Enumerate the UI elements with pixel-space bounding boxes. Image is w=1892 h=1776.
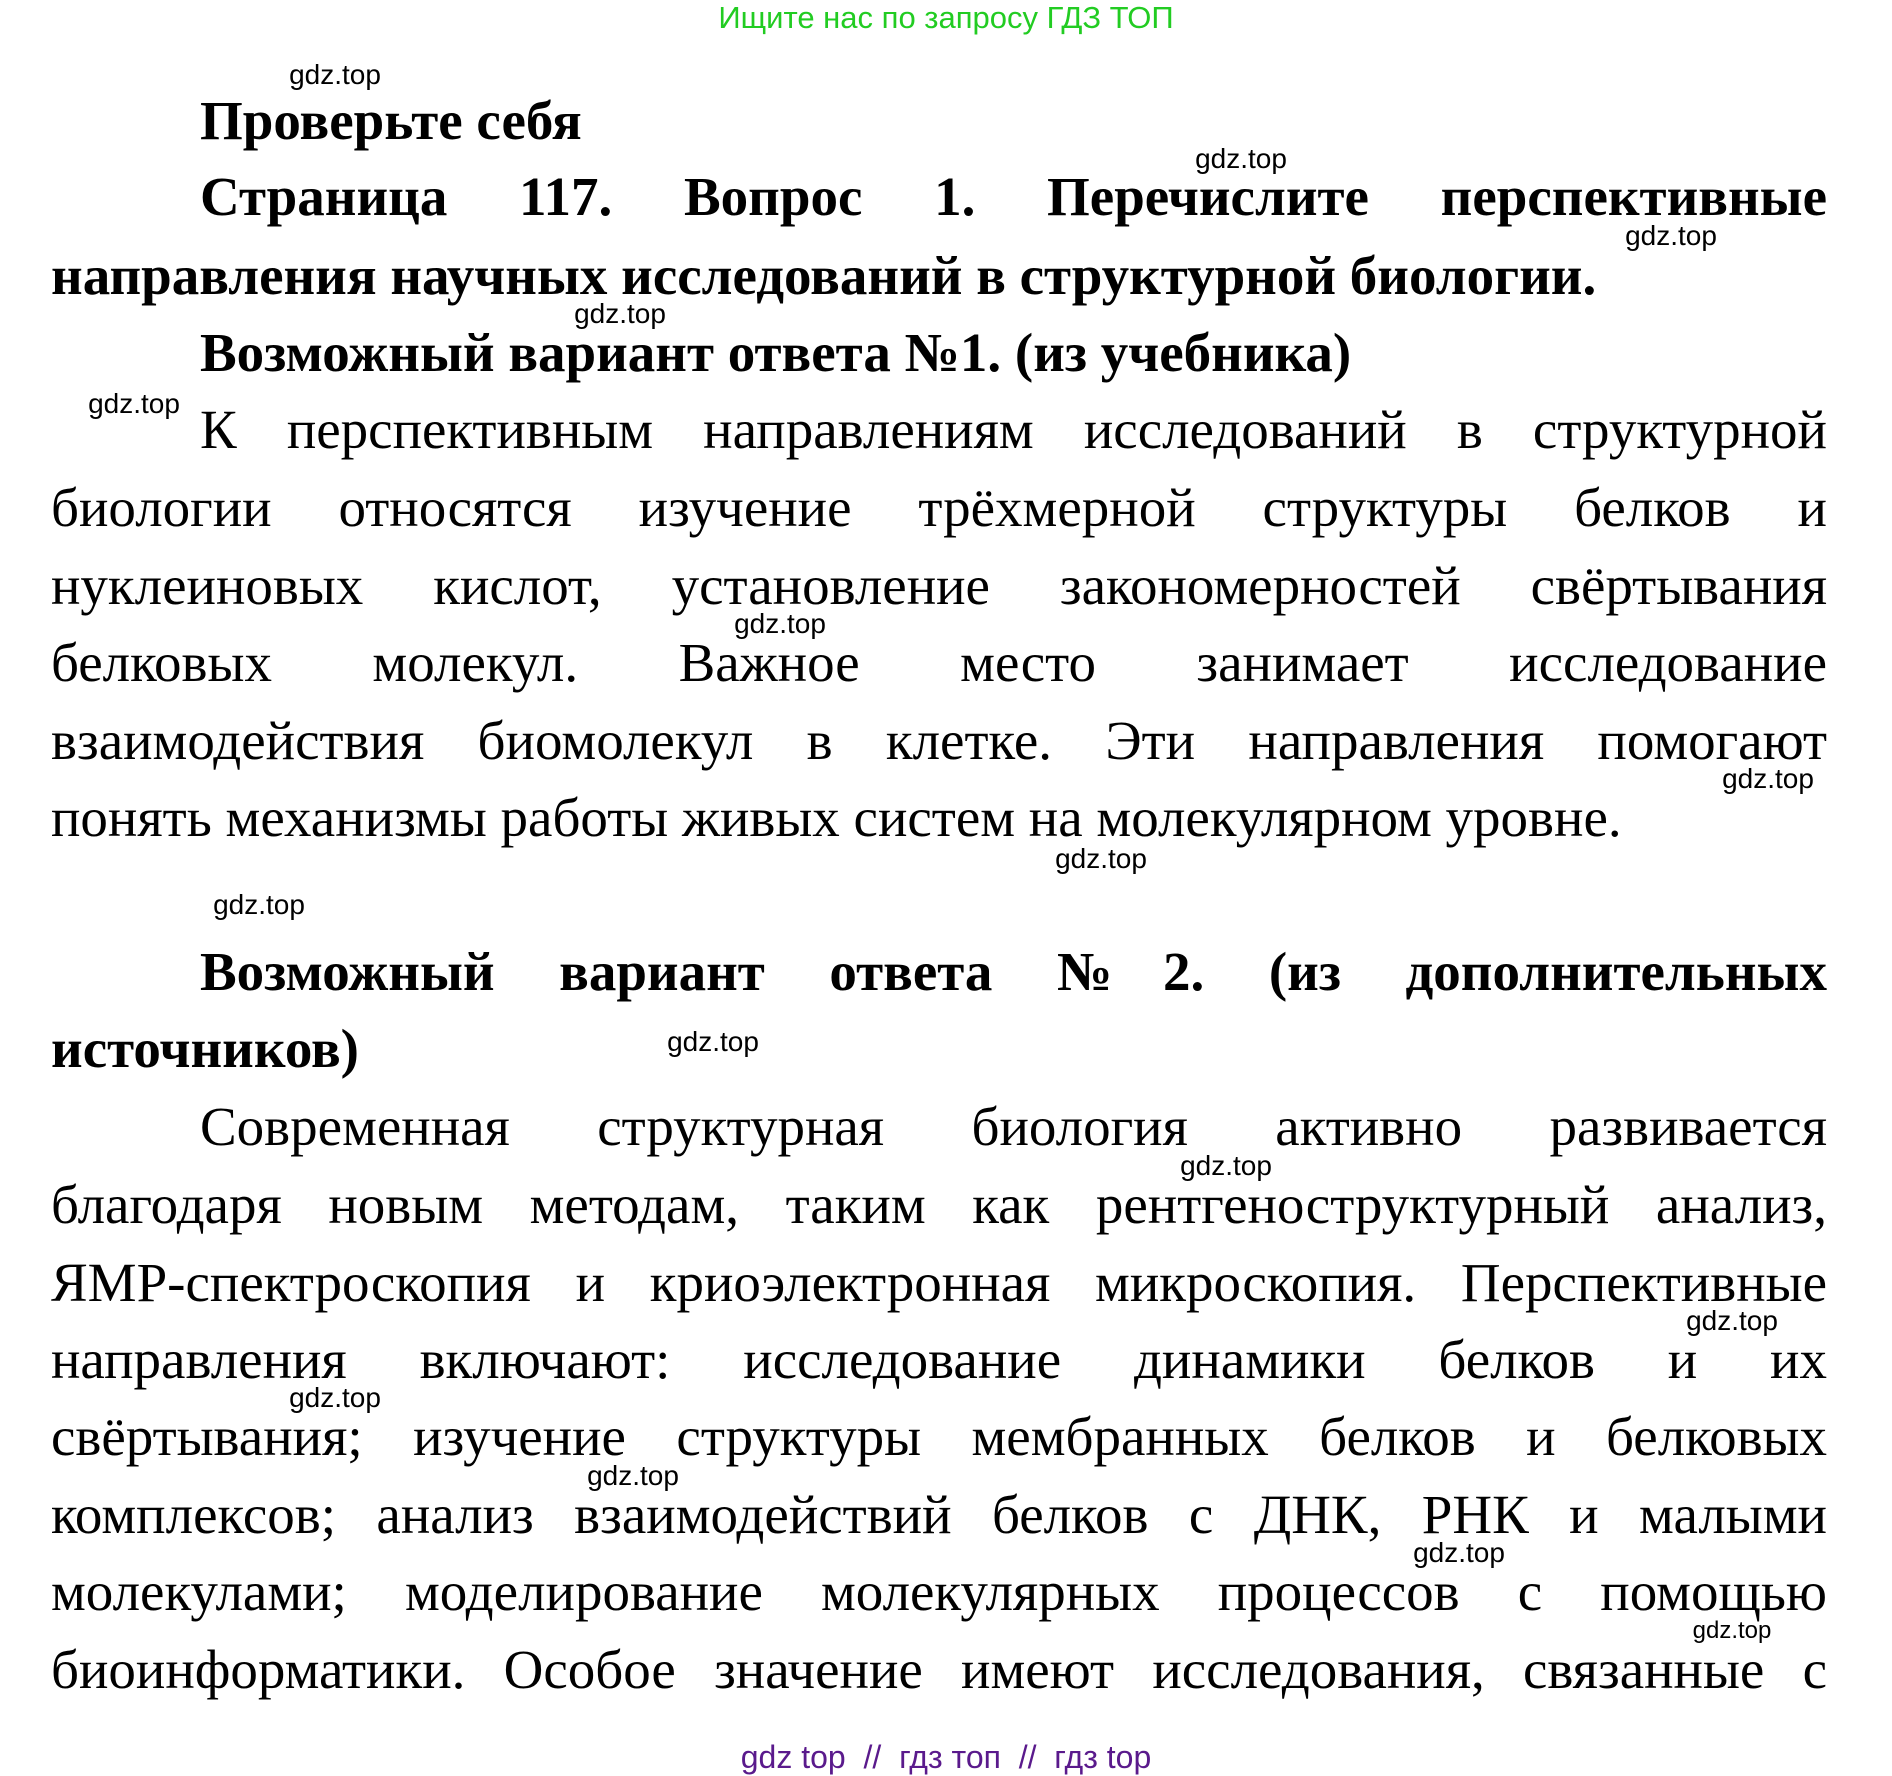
answer2-line: ЯМР-спектроскопия и криоэлектронная микроскопия. Перспективные xyxy=(51,1252,1827,1313)
answer2-heading-2: источников) xyxy=(51,1018,359,1079)
watermark: gdz.top xyxy=(1055,843,1147,874)
footer-links: gdz top // гдз топ // гдз top xyxy=(740,1739,1152,1775)
answer1-line: белковых молекул. Важное место занимает исследование xyxy=(51,632,1827,693)
watermark: gdz.top xyxy=(1686,1305,1778,1336)
watermark: gdz.top xyxy=(88,388,180,419)
watermark: gdz.top xyxy=(1625,220,1717,251)
watermark: gdz.top xyxy=(1692,1617,1772,1644)
answer2-line: молекулами; моделирование молекулярных процессов с помощью xyxy=(51,1561,1827,1622)
watermark: gdz.top xyxy=(734,608,826,639)
section-title: Проверьте себя xyxy=(200,90,582,151)
watermark: gdz.top xyxy=(213,889,305,920)
watermark: gdz.top xyxy=(574,298,666,329)
question-line-1: Страница 117. Вопрос 1. Перечислите перспективные xyxy=(200,166,1827,227)
answer1-line: понять механизмы работы живых систем на молекулярном уровне. xyxy=(51,787,1622,848)
answer2-line: направления включают: исследование динамики белков и их xyxy=(51,1329,1827,1390)
answer2-line: Современная структурная биология активно развивается xyxy=(200,1096,1827,1157)
answer1-line: нуклеиновых кислот, установление закономерностей свёртывания xyxy=(51,555,1827,616)
watermark: gdz.top xyxy=(1722,763,1814,794)
answer1-line: К перспективным направлениям исследований в структурной xyxy=(200,399,1827,460)
watermark: gdz.top xyxy=(1195,143,1287,174)
answer2-line: благодаря новым методам, таким как рентгеноструктурный анализ, xyxy=(51,1174,1827,1235)
watermark: gdz.top xyxy=(289,59,381,90)
watermark: gdz.top xyxy=(587,1460,679,1491)
answer2-line: свёртывания; изучение структуры мембранных белков и белковых xyxy=(51,1406,1827,1467)
watermark: gdz.top xyxy=(289,1382,381,1413)
answer1-heading: Возможный вариант ответа №1. (из учебника) xyxy=(200,322,1352,383)
watermark: gdz.top xyxy=(1413,1537,1505,1568)
answer1-line: взаимодействия биомолекул в клетке. Эти направления помогают xyxy=(51,710,1827,771)
answer2-line: комплексов; анализ взаимодействий белков с ДНК, РНК и малыми xyxy=(51,1484,1827,1545)
watermark: gdz.top xyxy=(667,1026,759,1057)
watermark: gdz.top xyxy=(1180,1150,1272,1181)
question-line-2: направления научных исследований в структурной биологии. xyxy=(51,245,1597,306)
answer1-line: биологии относятся изучение трёхмерной структуры белков и xyxy=(51,477,1827,538)
answer2-heading-1: Возможный вариант ответа №2. (из дополнительных xyxy=(200,941,1827,1002)
answer2-line: биоинформатики. Особое значение имеют исследования, связанные с xyxy=(51,1639,1827,1700)
search-banner: Ищите нас по запросу ГДЗ ТОП xyxy=(718,0,1174,35)
